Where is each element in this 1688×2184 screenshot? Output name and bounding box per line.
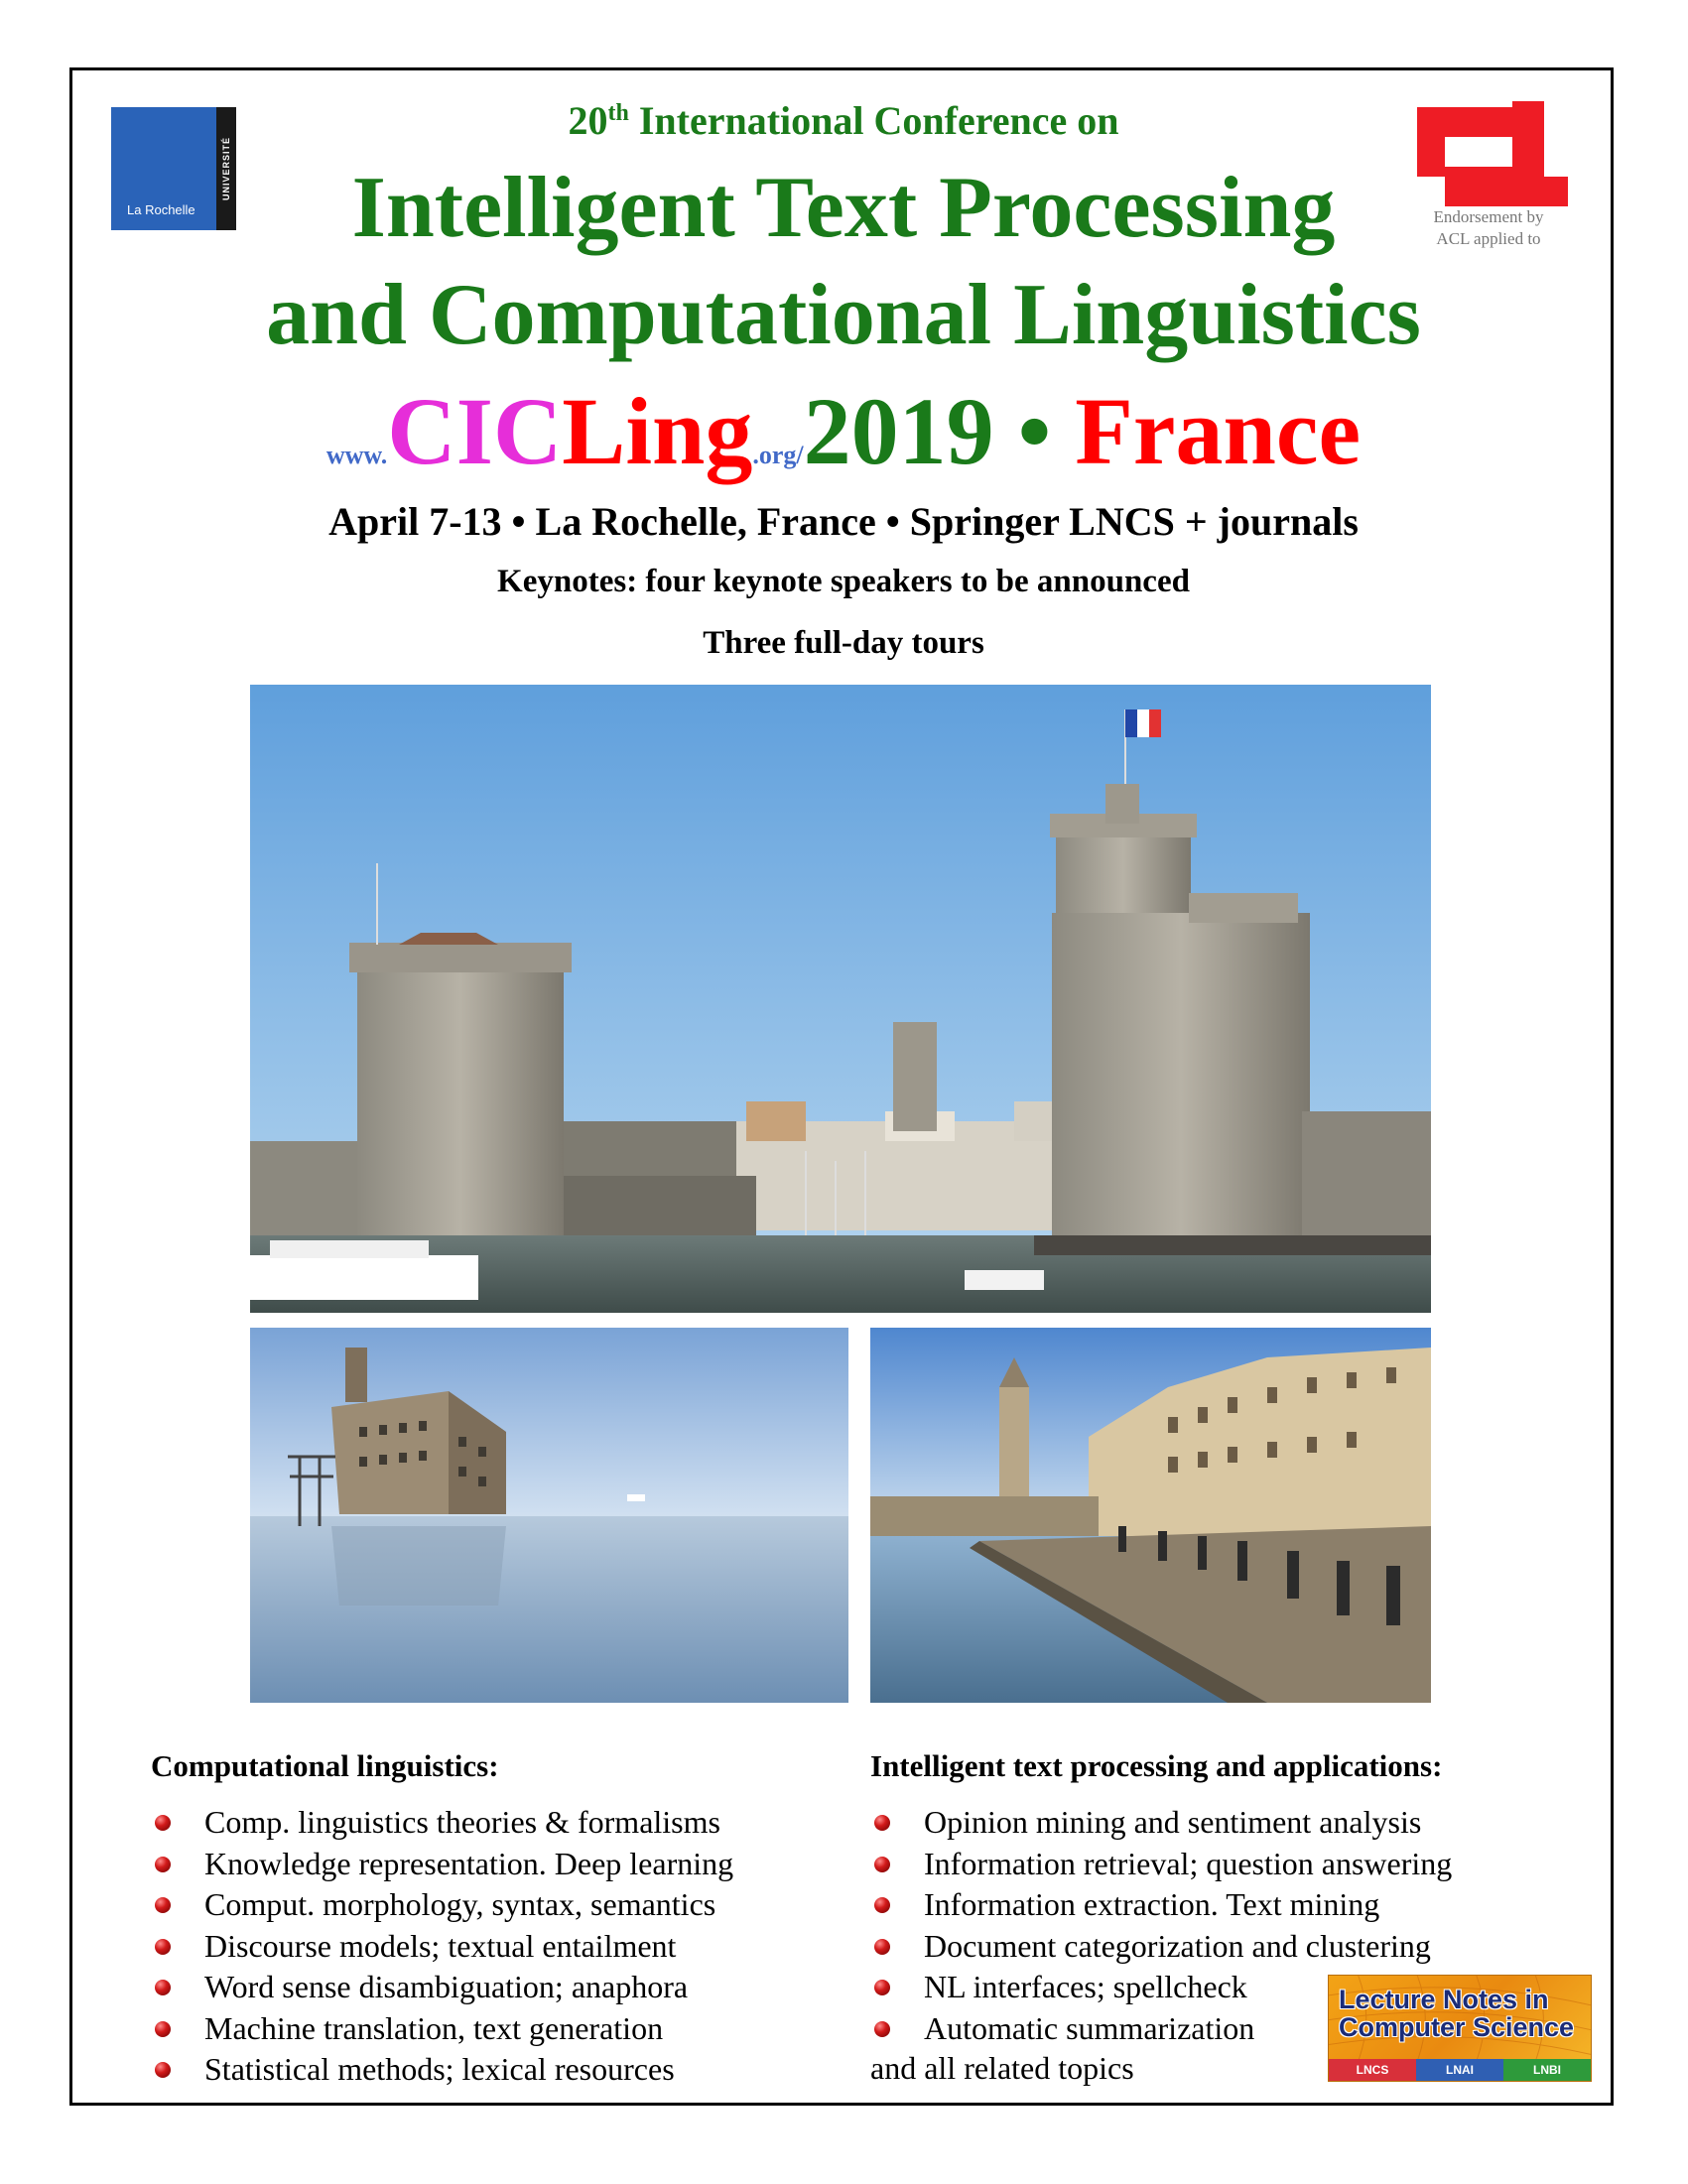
list-item-text: Comp. linguistics theories & formalisms [204,1804,720,1840]
brand-www[interactable]: www. [325,441,388,469]
list-item [151,1926,733,1968]
info-line: April 7-13 • La Rochelle, France • Springer LNCS + journals [328,499,1359,544]
list-item-text: Knowledge representation. Deep learning [204,1845,734,1881]
photo-old-port [870,1328,1431,1703]
brand-slash[interactable]: / [796,441,804,469]
lncs-strip-lncs: LNCS [1329,2059,1416,2081]
list-item-text: Discourse models; textual entailment [204,1927,677,1964]
lncs-line2: Computer Science [1339,2012,1575,2042]
bullet-icon [874,1857,890,1872]
list-item-text: Document categorization and clustering [924,1927,1431,1964]
bullet-icon [874,1897,890,1913]
list-item [151,2008,733,2050]
tours-line: Three full-day tours [703,625,984,661]
brand-cic[interactable]: CIC [387,378,563,484]
list-item [870,1884,1452,1926]
brand-country: France [1075,378,1362,484]
list-item [870,1802,1452,1844]
bullet-icon [155,1857,171,1872]
conference-rest: International Conference on [628,98,1119,143]
lncs-strip [1329,2059,1591,2081]
keynotes-line: Keynotes: four keynote speakers to be announced [497,564,1190,599]
list-item [151,1802,733,1844]
brand-ling[interactable]: Ling [562,378,753,484]
bullet-icon [155,2021,171,2037]
bullet-icon [155,2062,171,2078]
bullet-icon [874,1939,890,1955]
bullet-icon [155,1980,171,1995]
bullet-icon [874,1815,890,1831]
title-line-2: and Computational Linguistics [266,267,1421,363]
photo-la-rochelle-towers [250,685,1431,1313]
brand-org[interactable]: .org [752,441,797,469]
lncs-strip-lnbi: LNBI [1503,2059,1591,2081]
acl-note-line2: ACL applied to [1436,229,1541,248]
brand-year: 2019 [803,378,994,484]
bullet-icon [155,1939,171,1955]
list-item-text: Opinion mining and sentiment analysis [924,1804,1422,1840]
bullet-icon [874,1980,890,1995]
university-vertical-text: UNIVERSITÉ [221,136,231,201]
list-item [151,2049,733,2091]
bullet-icon [155,1815,171,1831]
university-logo-name: La Rochelle [127,202,195,217]
list-item-text: Information extraction. Text mining [924,1886,1380,1922]
conference-line [79,97,1608,144]
list-item [151,1967,733,2008]
acl-note-line1: Endorsement by [1433,207,1544,226]
topics-left-heading: Computational linguistics: [151,1748,499,1783]
photo-fort-boyard [250,1328,848,1703]
brand-line [79,377,1608,514]
conference-ordinal-suffix: th [607,100,629,126]
list-item [151,1844,733,1885]
topics-right-heading: Intelligent text processing and applications: [870,1748,1443,1783]
topics-right-tail: and all related topics [870,2050,1134,2086]
brand-bullet: • [993,378,1076,484]
bullet-icon [874,2021,890,2037]
lncs-logo [1328,1975,1592,2082]
list-item-text: Machine translation, text generation [204,2009,664,2046]
list-item-text: Comput. morphology, syntax, semantics [204,1886,716,1922]
lncs-strip-lnai: LNAI [1416,2059,1503,2081]
topics-left-list [151,1802,733,2091]
list-item-text: Word sense disambiguation; anaphora [204,1969,689,2004]
list-item [151,1884,733,1926]
list-item-text: Information retrieval; question answering [924,1845,1453,1881]
conference-ordinal: 20 [568,98,608,143]
list-item-text: Statistical methods; lexical resources [204,2051,675,2087]
bullet-icon [155,1897,171,1913]
list-item [870,1926,1452,1968]
list-item [870,1844,1452,1885]
list-item-text: NL interfaces; spellcheck [924,1969,1247,2004]
list-item-text: Automatic summarization [924,2009,1255,2046]
title-line-1: Intelligent Text Processing [351,160,1336,256]
lncs-line1: Lecture Notes in [1339,1985,1549,2014]
